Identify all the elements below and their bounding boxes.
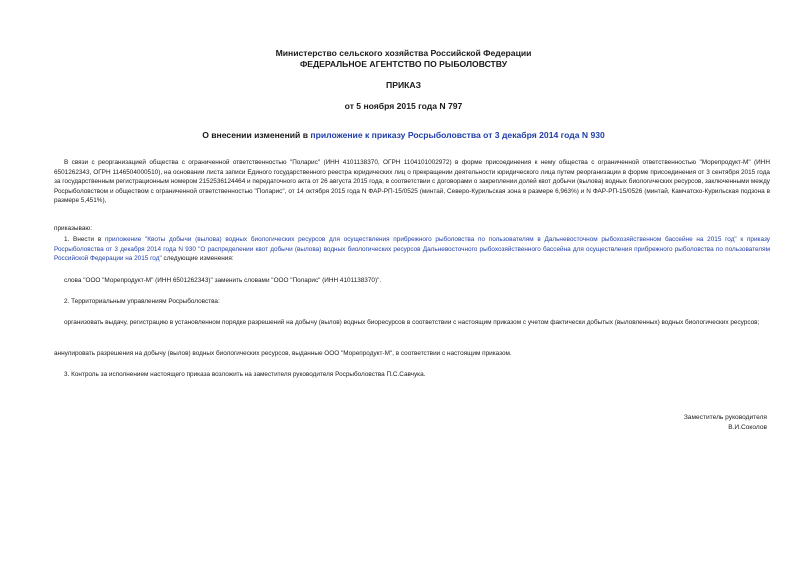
intro-paragraph: В связи с реорганизацией общества с ограниченной ответственностью "Поларис" (ИНН 4101138370, ОГРН 1104101002972) в форме присоединения к нему общества с ограниченной ответственностью "Морепродукт-М" (ИНН 6501262343, ОГРН 1146504000510), на основании листа записи Единого государственного реестра юридических лиц о прекращении деятельности юридического лица путем реорганизации в форме присоединения от 3 сентября 2015 года за государственным регистрационным номером 2152536124464 и передаточного акта от 26 августа 2015 года, в соответствии с договорами о закреплении долей квот добычи (вылова) водных биологических ресурсов, заключенными между Росрыболовством и обществом с ограниченной ответственностью "Поларис", от 14 октября 2015 года N ФАР-РП-15/0525 (минтай, Северо-Курильская зона в размере 6,963%) и N ФАР-РП-15/0526 (минтай, Камчатско-Курильская подзона в размере 5,451%), — [54, 159, 770, 205]
doc-title-prefix: О внесении изменений в — [202, 130, 311, 140]
doc-title-link[interactable]: приложение к приказу Росрыболовства от 3 декабря 2014 года N 930 — [310, 130, 605, 140]
order-word: приказываю: — [54, 225, 92, 232]
item-1-suffix: следующие изменения: — [161, 255, 234, 263]
item-1 — [54, 235, 770, 264]
doc-type: ПРИКАЗ — [386, 80, 421, 90]
replace-paragraph: слова "ООО "Морепродукт-М" (ИНН 6501262343)" заменить словами "ООО "Поларис" (ИНН 4101138370)". — [64, 277, 382, 284]
item-1-link[interactable]: приложение "Квоты добычи (вылова) водных биологических ресурсов для осуществления прибрежного рыболовства по пользователям в Дальневосточном рыбохозяйственном бассейне на 2015 год" к приказу Росрыболовства от 3 декабря 2014 года N 930 "О распределении квот добычи (вылова) водных биологических ресурсов Дальневосточного рыбохозяйственного бассейна для осуществления прибрежного рыболовства по пользователям Российской Федерации на 2015 год" — [54, 236, 770, 263]
doc-title — [0, 130, 807, 141]
ministry-name: Министерство сельского хозяйства Российской Федерации — [275, 48, 532, 58]
item-3: 3. Контроль за исполнением настоящего приказа возложить на заместителя руководителя Росрыболовства П.С.Савчука. — [64, 371, 426, 378]
annul-paragraph: аннулировать разрешения на добычу (вылов) водных биологических ресурсов, выданные ООО "Морепродукт-М", в соответствии с настоящим приказом. — [54, 350, 512, 357]
signature-position: Заместитель руководителя — [683, 414, 767, 421]
agency-name: ФЕДЕРАЛЬНОЕ АГЕНТСТВО ПО РЫБОЛОВСТВУ — [299, 59, 508, 69]
signature-name: В.И.Соколов — [728, 424, 767, 431]
organize-paragraph: организовать выдачу, регистрацию в установленном порядке разрешений на добычу (вылов) водных биоресурсов в соответствии с настоящим приказом с учетом фактически добытых (выловленных) водных биологических ресурсов; — [64, 319, 760, 326]
item-2: 2. Территориальным управлениям Росрыболовства: — [64, 298, 220, 305]
doc-date-number: от 5 ноября 2015 года N 797 — [344, 101, 463, 111]
item-1-prefix: 1. Внести в — [64, 236, 105, 243]
